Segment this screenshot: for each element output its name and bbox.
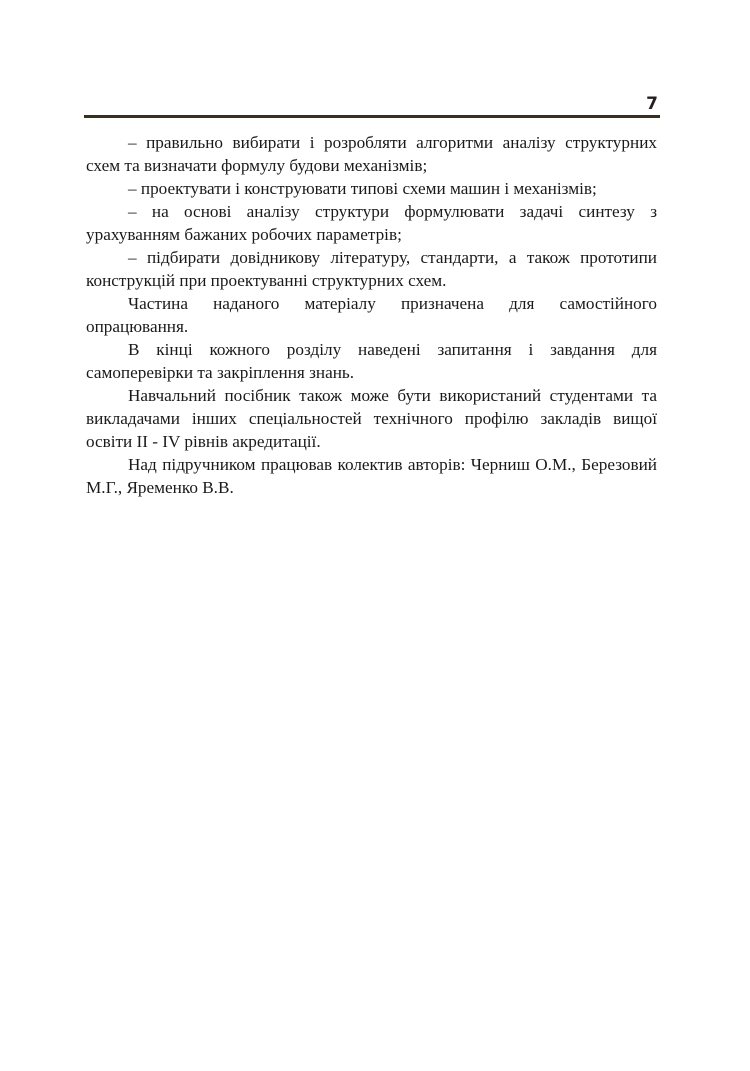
list-item-design: – проектувати і конструювати типові схеми машин і механізмів; [128, 179, 597, 198]
page-number: 7 [646, 94, 658, 114]
paragraph-authors: Над підручником працював колектив авторів: Черниш О.М., Березовий М.Г., Яременко В.В. [86, 455, 657, 497]
paragraph-self-study: Частина наданого матеріалу призначена для самостійного опрацювання. [86, 294, 657, 336]
paragraph-audience: Навчальний посібник також може бути використаний студентами та викладачами інших спеціальностей технічного профілю закладів вищої освіти ІІ - IV рівнів акредитації. [86, 386, 657, 451]
body-text [86, 131, 657, 499]
list-item-algorithms: – правильно вибирати і розробляти алгоритми аналізу структурних схем та визначати формулу будови механізмів; [86, 133, 657, 175]
list-item-references: – підбирати довідникову літературу, стандарти, а також прототипи конструкцій при проектуванні структурних схем. [86, 248, 657, 290]
list-item-synthesis: – на основі аналізу структури формулювати задачі синтезу з урахуванням бажаних робочих параметрів; [86, 202, 657, 244]
paragraph-questions: В кінці кожного розділу наведені запитання і завдання для самоперевірки та закріплення знань. [86, 340, 657, 382]
header-rule [84, 115, 660, 118]
